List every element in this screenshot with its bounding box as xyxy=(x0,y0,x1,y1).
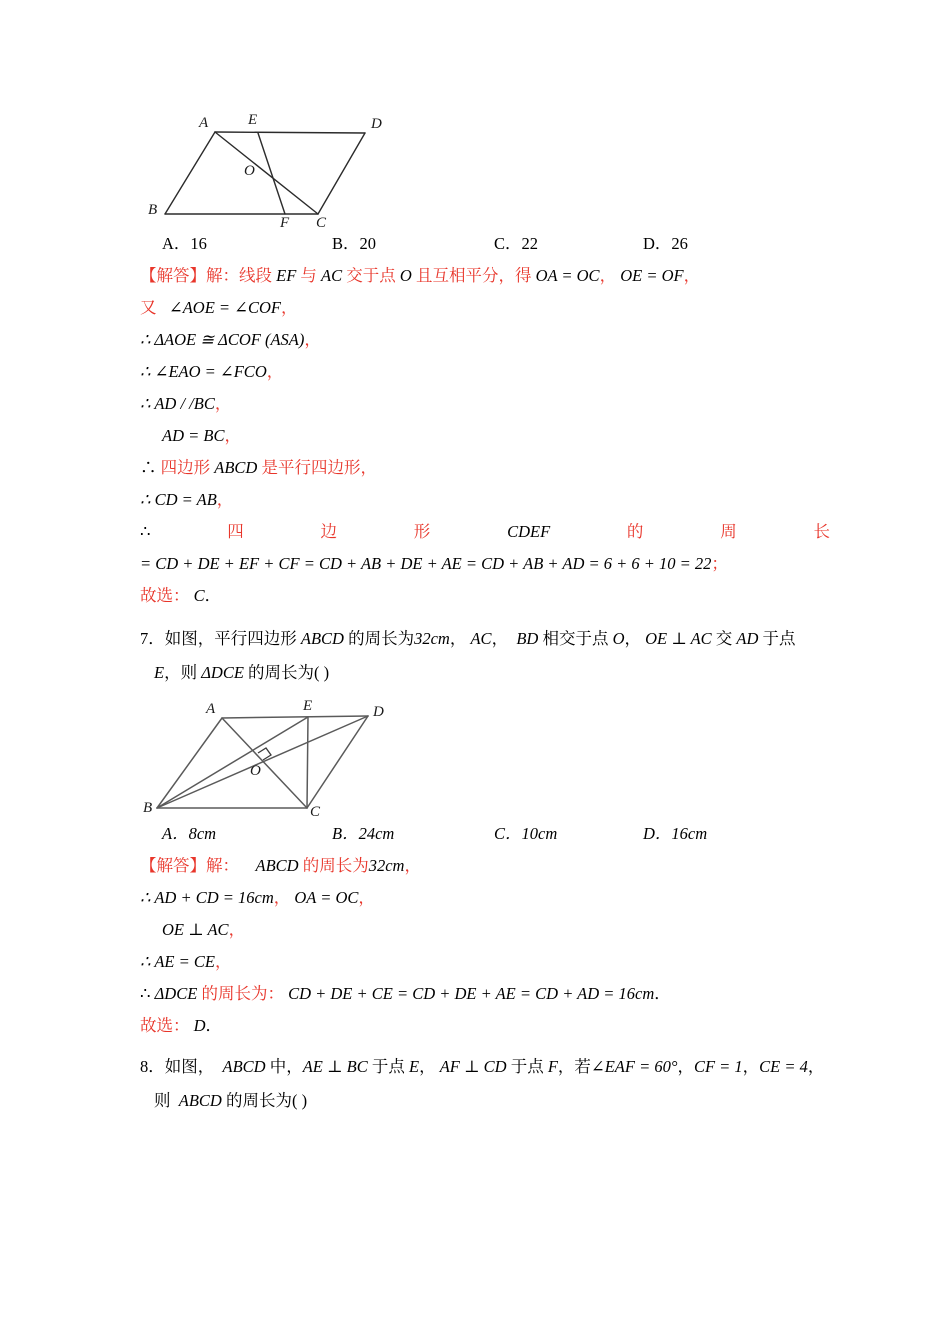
figure-1-label-A: A xyxy=(199,115,209,131)
q6-sol-l5-m1: ∴ AD / /BC xyxy=(140,394,215,413)
q6-sol-l8-c1: ， xyxy=(216,490,234,509)
q7-sol-l2-c2: ， xyxy=(358,888,375,907)
q7-sol-l2-m1: ∴ AD + CD = 16cm xyxy=(140,888,274,907)
q6-option-c[interactable]: C．22 xyxy=(494,234,539,253)
q6-sol-l6-m1: AD = BC xyxy=(162,426,225,445)
q8-stem-l1-m6: ∠EAF = 60° xyxy=(590,1057,678,1076)
q6-sol-l2-m1: ∠AOE = ∠COF xyxy=(168,298,281,317)
q7-stem-l2-p1: ，则 xyxy=(164,663,202,682)
q6-sol-l1-m4: OA = OC xyxy=(535,266,600,285)
figure-2-label-D: D xyxy=(373,704,384,720)
q7-sol-l1-r2: 的周长为 xyxy=(298,856,369,875)
q7-stem-l1-p8: 于点 xyxy=(758,629,796,648)
q7-stem-l1-p4: ， xyxy=(491,629,509,648)
q7-stem-l1-m3: AC xyxy=(470,629,492,648)
q8-stem-l1-m1: ABCD xyxy=(222,1057,266,1076)
q7-stem-l1-p6: ， xyxy=(624,629,641,648)
q7-solution-line-4 xyxy=(140,946,830,978)
q7-sol-l6-m1: D xyxy=(193,1016,206,1035)
q7-stem-l1-p5: 相交于点 xyxy=(538,629,613,648)
q8-stem-l1-m8: CE = 4 xyxy=(759,1057,808,1076)
q7-stem-l1-p2: 的周长为 xyxy=(343,629,415,648)
figure-1-label-C: C xyxy=(316,215,327,228)
q7-stem-line-2 xyxy=(140,656,830,690)
q7-sol-l5-r1: 的周长为： xyxy=(197,984,284,1003)
q6-sol-l9-t8: 长 xyxy=(813,522,830,541)
q6-sol-l9-t7: 周 xyxy=(720,522,737,541)
q8-stem-l2-p1: 则 xyxy=(154,1091,175,1110)
q6-sol-l1-p3: 交于点 xyxy=(342,266,400,285)
q6-solution-line-5 xyxy=(140,388,830,420)
q7-options-row xyxy=(140,818,830,850)
figure-1-label-D: D xyxy=(371,116,382,132)
figure-2-label-C: C xyxy=(310,804,321,818)
q6-sol-l2-p1: 又 xyxy=(140,298,157,317)
q6-sol-l1-p4: 且互相平分 xyxy=(411,266,499,285)
q8-stem-l1-p3: 于点 xyxy=(367,1057,409,1076)
q7-solution-line-5 xyxy=(140,978,830,1010)
q8-stem-l2-p2: 的周长为 xyxy=(221,1091,292,1110)
q6-sol-l10-c1: ； xyxy=(711,554,728,573)
q6-sol-l11-r1: 故选： xyxy=(140,586,190,605)
q6-sol-l4-m1: ∴ ∠EAO = ∠FCO xyxy=(140,362,267,381)
q8-stem-l2-p3: ( ) xyxy=(291,1091,308,1110)
q7-sol-l3-m1: OE ⊥ AC xyxy=(162,920,229,939)
q7-stem-l2-m2: ΔDCE xyxy=(201,663,244,682)
q7-stem-l1-p1: 7．如图，平行四边形 xyxy=(140,629,301,648)
figure-2-label-O: O xyxy=(250,763,261,779)
q6-sol-l10-m1: = CD + DE + EF + CF = CD + AB + DE + AE = CD + AB + AD = 6 + 6 + 10 = 22 xyxy=(140,554,712,573)
figure-2-label-B: B xyxy=(143,800,153,816)
q7-stem-l1-m1: ABCD xyxy=(300,629,344,648)
q6-sol-l5-c1: ， xyxy=(214,394,232,413)
q6-sol-l9-t4: 形 xyxy=(413,522,431,541)
q7-solution-line-1 xyxy=(140,850,830,882)
q7-sol-l1-r1: 【解答】解： xyxy=(140,856,239,875)
q6-options-row xyxy=(140,228,830,260)
q6-sol-l4-c1: ， xyxy=(266,362,284,381)
q6-solution-line-3 xyxy=(140,324,830,356)
figure-1-label-E: E xyxy=(248,112,258,128)
q8-stem-l1-p8: ， xyxy=(742,1057,760,1076)
q8-stem-l1-p4: ， xyxy=(419,1057,436,1076)
q6-solution-line-6 xyxy=(140,420,830,452)
q7-sol-l6-p1: ． xyxy=(205,1016,223,1035)
q6-sol-l1-c2: ， xyxy=(683,266,701,285)
q7-sol-l5-p1: ∴ xyxy=(140,984,155,1003)
q7-sol-l1-m2: 32cm xyxy=(368,856,405,875)
q6-sol-l7-r2: 是平行四边形， xyxy=(257,458,377,477)
figure-question-6 xyxy=(140,100,830,228)
figure-2-label-E: E xyxy=(303,698,313,714)
q6-sol-l9-t5: CDEF xyxy=(507,522,551,541)
q8-stem-l1-m2: AE ⊥ BC xyxy=(302,1057,368,1076)
q8-stem-l2-m1: ABCD xyxy=(178,1091,222,1110)
figure-1-label-O: O xyxy=(244,163,255,179)
q8-stem-l1-p5: 于点 xyxy=(506,1057,548,1076)
q6-sol-l9-t1: ∴ xyxy=(140,522,151,541)
q6-sol-l1-m3: O xyxy=(399,266,412,285)
q6-sol-l7-r1: 四边形 xyxy=(160,458,215,477)
q8-stem-l1-m5: F xyxy=(547,1057,558,1076)
figure-2-svg xyxy=(140,696,400,818)
q7-stem-l1-m5: O xyxy=(612,629,625,648)
q6-solution-line-1 xyxy=(140,260,830,292)
q8-stem-l1-p2: 中， xyxy=(265,1057,303,1076)
q6-sol-l8-m1: ∴ CD = AB xyxy=(140,490,217,509)
q6-sol-l1-p5: ，得 xyxy=(498,266,536,285)
q7-solution-line-6 xyxy=(140,1010,830,1042)
q7-sol-l4-m1: ∴ AE = CE xyxy=(140,952,215,971)
q7-stem-l1-p3: ， xyxy=(449,629,467,648)
q6-sol-l9-t6: 的 xyxy=(626,522,644,541)
q7-sol-l4-c1: ， xyxy=(214,952,232,971)
q6-solution-line-4 xyxy=(140,356,830,388)
q7-sol-l5-m2: CD + DE + CE = CD + DE + AE = CD + AD = 16cm xyxy=(288,984,655,1003)
q7-stem-l2-m1: E xyxy=(154,663,165,682)
q6-solution-line-9 xyxy=(140,516,830,548)
q6-sol-l9-t2: 四 xyxy=(227,522,244,541)
figure-2-label-A: A xyxy=(206,701,216,717)
q6-sol-l3-c1: ， xyxy=(304,330,321,349)
q7-stem-l2-p2: 的周长为 xyxy=(243,663,315,682)
q6-sol-l6-c1: ， xyxy=(224,426,241,445)
q6-solution-line-10 xyxy=(140,548,830,580)
q8-stem-l1-p9: ， xyxy=(807,1057,825,1076)
q8-stem-l1-p1: 8．如图， xyxy=(140,1057,215,1076)
q6-option-d[interactable]: D．26 xyxy=(643,234,688,253)
figure-1-label-F: F xyxy=(280,215,290,228)
q8-stem-l1-m7: CF = 1 xyxy=(693,1057,743,1076)
q6-sol-l2-c1: ， xyxy=(280,298,298,317)
q6-sol-l9-t3: 边 xyxy=(320,522,338,541)
q6-sol-l11-p1: ． xyxy=(204,586,222,605)
q7-stem-l1-m2: 32cm xyxy=(414,629,450,648)
q7-stem-line-1 xyxy=(140,622,830,656)
figure-question-7 xyxy=(140,696,830,818)
q6-option-b[interactable]: B．20 xyxy=(332,234,377,253)
q7-stem-l1-p7: 交 xyxy=(711,629,737,648)
q8-stem-l1-p7: ， xyxy=(677,1057,694,1076)
q8-stem-l1-m4: AF ⊥ CD xyxy=(439,1057,507,1076)
q7-stem-l2-p3: ( ) xyxy=(314,663,330,682)
figure-1-svg xyxy=(140,100,400,228)
q6-solution-line-2 xyxy=(140,292,830,324)
q6-solution-line-11 xyxy=(140,580,830,612)
page-content xyxy=(140,100,830,1118)
q7-sol-l2-c1: ， xyxy=(273,888,291,907)
q6-sol-l7-p1: ∴ xyxy=(140,458,161,477)
q6-sol-l1-m5: OE = OF xyxy=(620,266,684,285)
q6-sol-l3-m1: ∴ ΔAOE ≅ ΔCOF (ASA) xyxy=(140,330,305,349)
q8-stem-l1-m3: E xyxy=(408,1057,420,1076)
q6-solution-line-8 xyxy=(140,484,830,516)
q7-option-a[interactable]: A．8cm xyxy=(162,824,217,843)
figure-1-label-B: B xyxy=(148,202,158,218)
q6-sol-l11-m1: C xyxy=(193,586,205,605)
q6-sol-l7-m1: ABCD xyxy=(214,458,258,477)
q7-sol-l1-m1: ABCD xyxy=(255,856,299,875)
q8-stem-l1-p6: ，若 xyxy=(557,1057,591,1076)
q7-sol-l1-r3: ， xyxy=(404,856,421,875)
q7-option-c[interactable]: C．10cm xyxy=(494,824,558,843)
q7-option-b[interactable]: B．24cm xyxy=(332,824,395,843)
q7-sol-l5-p2: ． xyxy=(654,984,671,1003)
q7-sol-l5-m1: ΔDCE xyxy=(154,984,198,1003)
q6-sol-l1-m2: AC xyxy=(321,266,343,285)
q7-option-d[interactable]: D．16cm xyxy=(643,824,708,843)
q7-solution-line-2 xyxy=(140,882,830,914)
q6-sol-l1-m1: EF xyxy=(276,266,297,285)
q7-stem-l1-m6: OE ⊥ AC xyxy=(645,629,712,648)
q6-option-a[interactable]: A．16 xyxy=(162,234,207,253)
q7-solution-line-3 xyxy=(140,914,830,946)
q7-sol-l3-c1: ， xyxy=(228,920,246,939)
q7-sol-l2-m2: OA = OC xyxy=(294,888,359,907)
q7-sol-l6-r1: 故选： xyxy=(140,1016,190,1035)
q6-sol-l1-p2: 与 xyxy=(296,266,322,285)
q8-stem-line-1 xyxy=(140,1050,830,1084)
q7-stem-l1-m4: BD xyxy=(516,629,539,648)
q8-stem-line-2 xyxy=(140,1084,830,1118)
q6-sol-l1-c1: ， xyxy=(599,266,617,285)
q7-stem-l1-m7: AD xyxy=(736,629,759,648)
q6-sol-l1-p1: 【解答】解：线段 xyxy=(140,266,277,285)
q6-solution-line-7 xyxy=(140,452,830,484)
